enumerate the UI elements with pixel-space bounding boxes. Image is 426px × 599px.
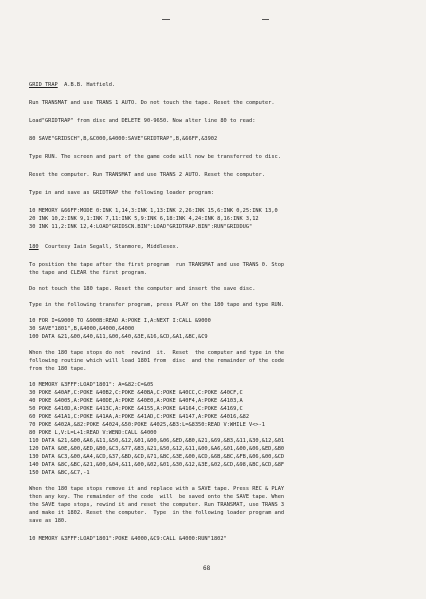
- section-title-line: [29, 82, 399, 88]
- code-line: 130 DATA &C3,&00,&A4,&CD,&37,&BD,&CD,&71,&BC,&3E,&00,&CD,&6B,&BC,&FB,&06,&00,&CD: [29, 454, 285, 460]
- code-line: 150 DATA &BC,&C7,-1: [29, 470, 90, 476]
- instruction-paragraph: Type in the following transfer program, press PLAY on the 180 tape and type RUN.: [29, 302, 285, 308]
- code-line: 10 MEMORY &66FF:MODE 0:INK 1,14,3:INK 1,13:INK 2,26:INK 15,6:INK 0,25:INK 13,0: [29, 208, 278, 214]
- code-line: 10 FOR I=&9000 TO &900B:READ A:POKE I,A:NEXT I:CALL &9000: [29, 318, 211, 324]
- code-line: 140 DATA &8C,&BC,&21,&00,&04,&11,&00,&02,&01,&30,&12,&3E,&02,&CD,&98,&BC,&CD,&8F: [29, 462, 285, 468]
- instruction-paragraph: following routine which will load 1801 from disc and the remainder of the code: [29, 358, 285, 364]
- code-line: 10 MEMORY &3FFF:LOAD"1801":POKE &4000,&C9:CALL &4000:RUN"1802": [29, 536, 227, 542]
- instruction-paragraph: save as 180.: [29, 518, 68, 524]
- code-line: 80 POKE L,V:L=L+1:READ V:WEND:CALL &4000: [29, 430, 157, 436]
- code-line: 110 DATA &21,&00,&A6,&11,&50,&12,&01,&00,&06,&ED,&B0,&21,&69,&B3,&11,&30,&12,&01: [29, 438, 285, 444]
- instruction-paragraph: Reset the computer. Run TRANSMAT and use TRANS 2 AUTO. Reset the computer.: [29, 172, 265, 178]
- section-title-line: [29, 244, 399, 250]
- code-line: 10 MEMORY &3FFF:LOAD"1801": A=&82:C=&05: [29, 382, 154, 388]
- code-line: 30 POKE &40AF,C:POKE &40B2,C:POKE &40BA,C:POKE &40CC,C:POKE &40CF,C: [29, 390, 243, 396]
- instruction-paragraph: When the 180 tape stops do not rewind it. Reset the computer and type in the: [29, 350, 285, 356]
- section-heading: 180: [29, 244, 39, 250]
- author-byline: A.B.B. Hatfield.: [64, 82, 116, 88]
- code-line: 70 POKE &402A,&82:POKE &4024,&50:POKE &4025,&B3:L=&8350:READ V:WHILE V<>-1: [29, 422, 265, 428]
- code-line: 60 POKE &41A1,C:POKE &41AA,A:POKE &41AD,C:POKE &4147,A:POKE &4016,&82: [29, 414, 250, 420]
- author-byline: Courtesy Iain Segall, Stanmore, Middlesex.: [44, 244, 179, 250]
- instruction-paragraph: Run TRANSMAT and use TRANS 1 AUTO. Do not touch the tape. Reset the computer.: [29, 100, 275, 106]
- instruction-paragraph: the tape and CLEAR the first program.: [29, 270, 147, 276]
- section-heading: GRID TRAP: [29, 82, 58, 88]
- instruction-paragraph: To position the tape after the first program run TRANSMAT and use TRANS 0. Stop: [29, 262, 285, 268]
- code-line: 80 SAVE"GRIDSCH",B,&C000,&4000:SAVE"GRIDTRAP",B,&66FF,&3902: [29, 136, 218, 142]
- code-line: 30 SAVE"1801",B,&4000,&4000,&4000: [29, 326, 135, 332]
- code-line: 50 POKE &410D,A:POKE &413C,A:POKE &4155,A:POKE &4164,C:POKE &4169,C: [29, 406, 243, 412]
- instruction-paragraph: Type in and save as GRIDTRAP the following loader program:: [29, 190, 214, 196]
- instruction-paragraph: When the 180 tape stops remove it and replace with a SAVE tape. Press REC & PLAY: [29, 486, 285, 492]
- code-line: 120 DATA &0E,&00,&ED,&B0,&C3,&77,&B3,&21,&50,&12,&11,&00,&A6,&01,&00,&06,&ED,&B0: [29, 446, 285, 452]
- instruction-paragraph: from the 180 tape.: [29, 366, 87, 372]
- instruction-paragraph: and make it 1802. Reset the computer. Type in the following loader program and: [29, 510, 285, 516]
- code-line: 30 INK 11,2:INK 12,4:LOAD"GRIDSCN.BIN":LOAD"GRIDTRAP.BIN":RUN"GRIDDUG": [29, 224, 253, 230]
- instruction-paragraph: Do not touch the 180 tape. Reset the computer and insert the save disc.: [29, 286, 256, 292]
- scan-mark: [162, 19, 170, 20]
- instruction-paragraph: Type RUN. The screen and part of the game code will now be transferred to disc.: [29, 154, 281, 160]
- instruction-paragraph: Load"GRIDTRAP" from disc and DELETE 90-9650. Now alter line 80 to read:: [29, 118, 256, 124]
- code-line: 40 POKE &4005,A:POKE &40DE,A:POKE &40E0,A:POKE &40F4,A:POKE &4103,A: [29, 398, 243, 404]
- scan-mark: [262, 19, 269, 20]
- instruction-paragraph: the SAVE tape stops, rewind it and reset the computer. Run TRANSMAT, use TRANS 3: [29, 502, 285, 508]
- page-number: 68: [203, 565, 211, 572]
- code-line: 20 INK 10,2:INK 9,1:INK 7,11:INK 5,9:INK 6,18:INK 4,24:INK 8,16:INK 3,12: [29, 216, 259, 222]
- code-line: 100 DATA &21,&00,&40,&11,&00,&40,&3E,&16,&CD,&A1,&BC,&C9: [29, 334, 208, 340]
- instruction-paragraph: then any key. The remainder of the code will be saved onto the SAVE tape. When: [29, 494, 285, 500]
